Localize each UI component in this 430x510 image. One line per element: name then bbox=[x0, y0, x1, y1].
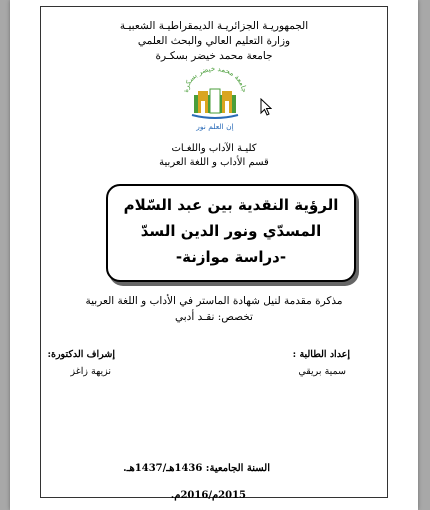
student-label: إعداد الطالبة : bbox=[292, 349, 350, 360]
university-logo-icon bbox=[182, 67, 248, 135]
document-page bbox=[10, 0, 418, 510]
thesis-specialty: تخصص: نقـد أدبي bbox=[175, 311, 253, 323]
logo-arc-text: جامعة محمد خيضر بسكرة bbox=[182, 67, 248, 94]
faculty-name: كليـة الآداب واللغـات bbox=[171, 143, 257, 154]
student-name: سمية بريقي bbox=[298, 366, 346, 377]
header-republic: الجمهوريـة الجزائريـة الديمقراطيـة الشعبيـة bbox=[119, 20, 309, 32]
department-name: قسم الأداب و اللغة العربية bbox=[159, 157, 269, 168]
academic-year-hijri: السنة الجامعية: 1436هـ/1437هـ. bbox=[123, 463, 270, 474]
title-line-1: الرؤية النقدية بين عبد السّلام bbox=[123, 196, 339, 214]
thesis-purpose: مذكرة مقدمة لنيل شهادة الماستر في الأداب و اللغة العربية bbox=[85, 295, 343, 307]
supervisor-label: إشراف الدكتورة: bbox=[47, 349, 115, 360]
university-logo bbox=[182, 67, 248, 135]
academic-year-gregorian: 2015م/2016م. bbox=[170, 490, 246, 501]
header-ministry: وزارة التعليم العالي والبحث العلمي bbox=[137, 35, 291, 47]
supervisor-name: نزيهة زاغز bbox=[70, 366, 111, 377]
thesis-title-box bbox=[106, 184, 356, 282]
mouse-pointer-icon bbox=[260, 98, 272, 116]
title-line-3: -دراسة موازنة- bbox=[175, 248, 287, 266]
header-university: جامعة محمد خيضر بسكـرة bbox=[155, 50, 273, 62]
logo-motto: إن العلم نور bbox=[196, 122, 234, 131]
title-line-2: المسدّي ونور الدين السدّ bbox=[140, 222, 322, 240]
